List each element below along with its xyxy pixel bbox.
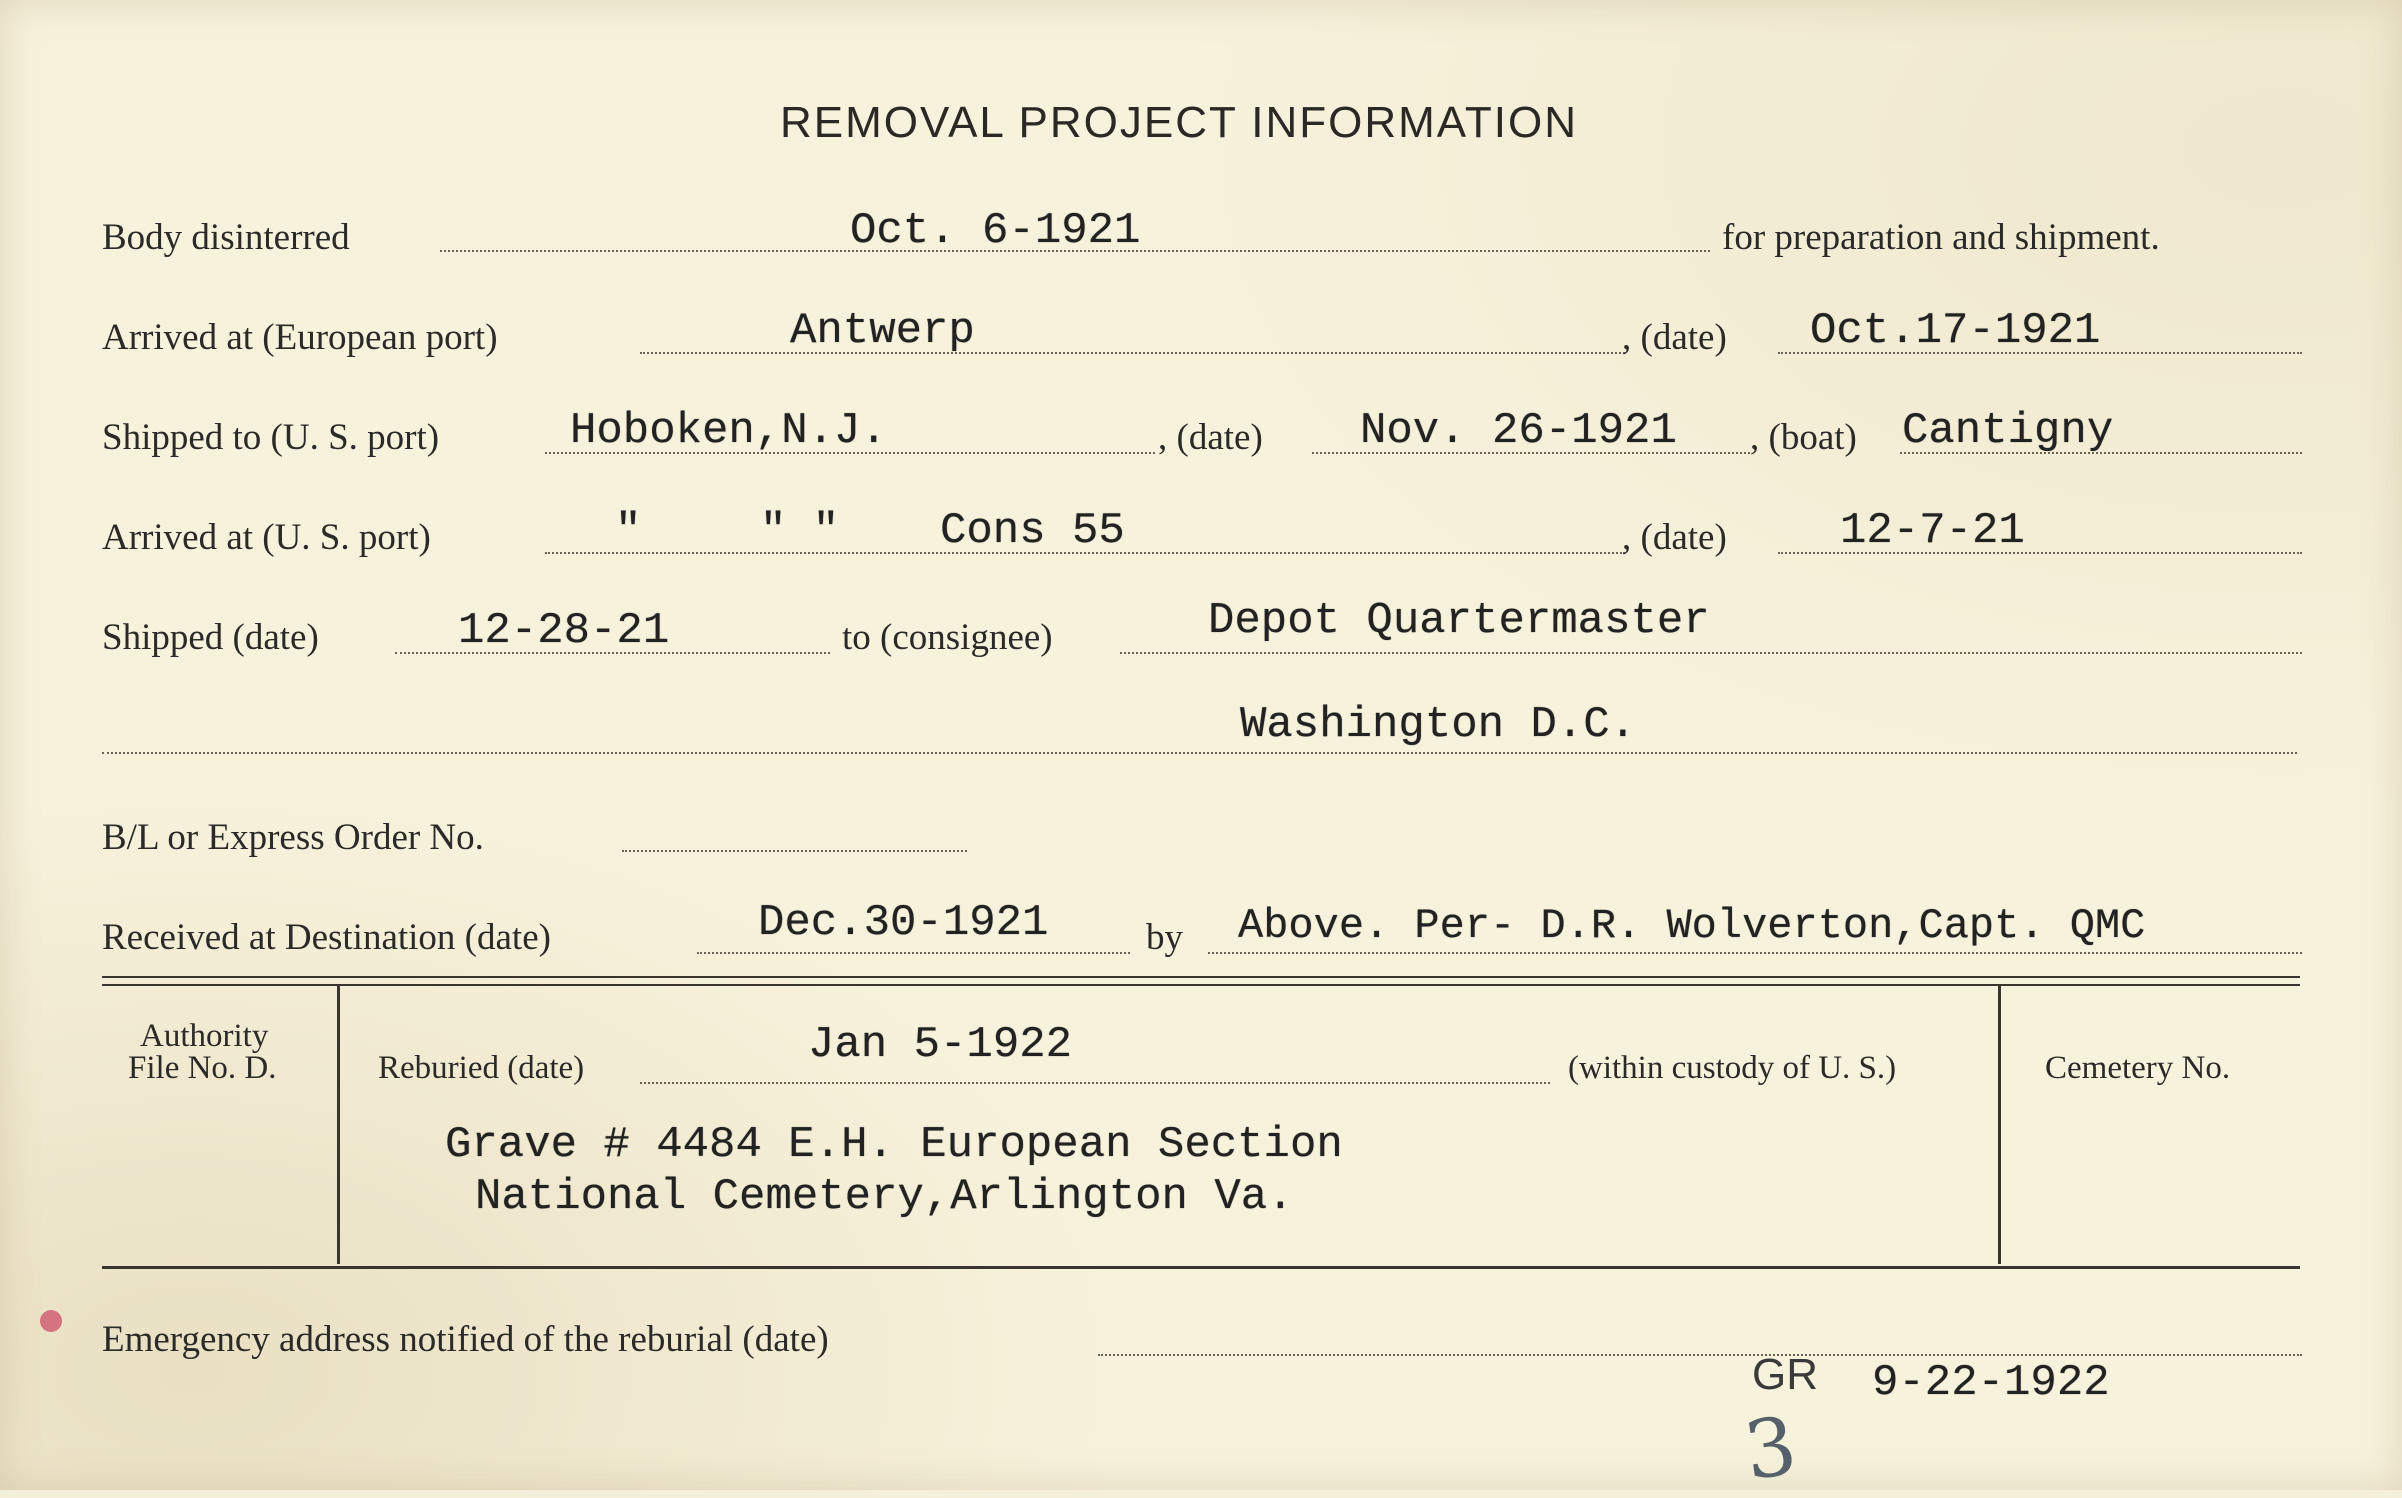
arrived-european-label: Arrived at (European port) — [102, 317, 498, 358]
received-date: Dec.30-1921 — [758, 898, 1049, 948]
received-by-label: by — [1146, 917, 1183, 958]
consignee-city: Washington D.C. — [1240, 700, 1637, 750]
consignee-line-2 — [102, 752, 2297, 754]
received-date-line — [697, 952, 1130, 954]
shipped-us-date: Nov. 26-1921 — [1360, 406, 1677, 456]
arrived-us-consignment: Cons 55 — [940, 506, 1125, 556]
received-label: Received at Destination (date) — [102, 917, 551, 958]
arrived-us-date: 12-7-21 — [1840, 506, 2025, 556]
received-by: Above. Per- D.R. Wolverton,Capt. QMC — [1238, 902, 2146, 950]
body-disinterred-suffix: for preparation and shipment. — [1722, 217, 2160, 258]
arrived-european-line — [640, 352, 1625, 354]
authority-label-line1: Authority — [140, 1018, 269, 1054]
shipped-us-boat-label: , (boat) — [1750, 417, 1857, 458]
emergency-label: Emergency address notified of the reburial (date) — [102, 1319, 829, 1360]
shipped-us-label: Shipped to (U. S. port) — [102, 417, 440, 458]
box-top-rule-2 — [102, 984, 2300, 986]
custody-label: (within custody of U. S.) — [1568, 1050, 1897, 1086]
received-by-line — [1208, 952, 2302, 954]
consignee-name: Depot Quartermaster — [1208, 596, 1710, 646]
bl-line — [622, 850, 967, 852]
shipped-us-date-label: , (date) — [1158, 417, 1263, 458]
arrived-us-ditto-2: " " — [760, 506, 840, 556]
body-disinterred-label: Body disinterred — [102, 217, 350, 258]
arrived-european-port: Antwerp — [790, 306, 975, 356]
authority-label-line2: File No. D. — [128, 1050, 277, 1086]
body-disinterred-date: Oct. 6-1921 — [850, 206, 1141, 256]
shipped-us-boat: Cantigny — [1902, 406, 2114, 456]
gr-stamp: GR — [1752, 1350, 1818, 1399]
grave-location-line2: National Cemetery,Arlington Va. — [475, 1172, 1294, 1222]
arrived-us-ditto-1: " — [615, 506, 642, 556]
cemetery-no-label: Cemetery No. — [2045, 1050, 2231, 1086]
red-ink-mark — [40, 1310, 62, 1332]
reburied-date: Jan 5-1922 — [808, 1020, 1073, 1070]
shipped-us-port: Hoboken,N.J. — [570, 406, 887, 456]
bl-label: B/L or Express Order No. — [102, 817, 484, 858]
emergency-line — [1098, 1354, 2302, 1356]
box-bottom-rule — [102, 1266, 2300, 1269]
box-divider-right — [1998, 986, 2001, 1264]
reburied-label: Reburied (date) — [378, 1050, 585, 1086]
shipped-date: 12-28-21 — [458, 606, 670, 656]
box-top-rule-1 — [102, 976, 2300, 978]
shipped-date-label: Shipped (date) — [102, 617, 319, 658]
reburied-line — [640, 1082, 1550, 1084]
consignee-label: to (consignee) — [842, 617, 1053, 658]
emergency-date: 9-22-1922 — [1872, 1358, 2110, 1408]
consignee-line-1 — [1120, 652, 2302, 654]
arrived-us-label: Arrived at (U. S. port) — [102, 517, 431, 558]
arrived-european-date-label: , (date) — [1622, 317, 1727, 358]
grave-location-line1: Grave # 4484 E.H. European Section — [445, 1120, 1343, 1170]
card-title: REMOVAL PROJECT INFORMATION — [780, 98, 1578, 147]
arrived-european-date: Oct.17-1921 — [1810, 306, 2101, 356]
arrived-us-date-label: , (date) — [1622, 517, 1727, 558]
box-divider-left — [337, 986, 340, 1264]
handwritten-mark: 3 — [1738, 1398, 1803, 1498]
